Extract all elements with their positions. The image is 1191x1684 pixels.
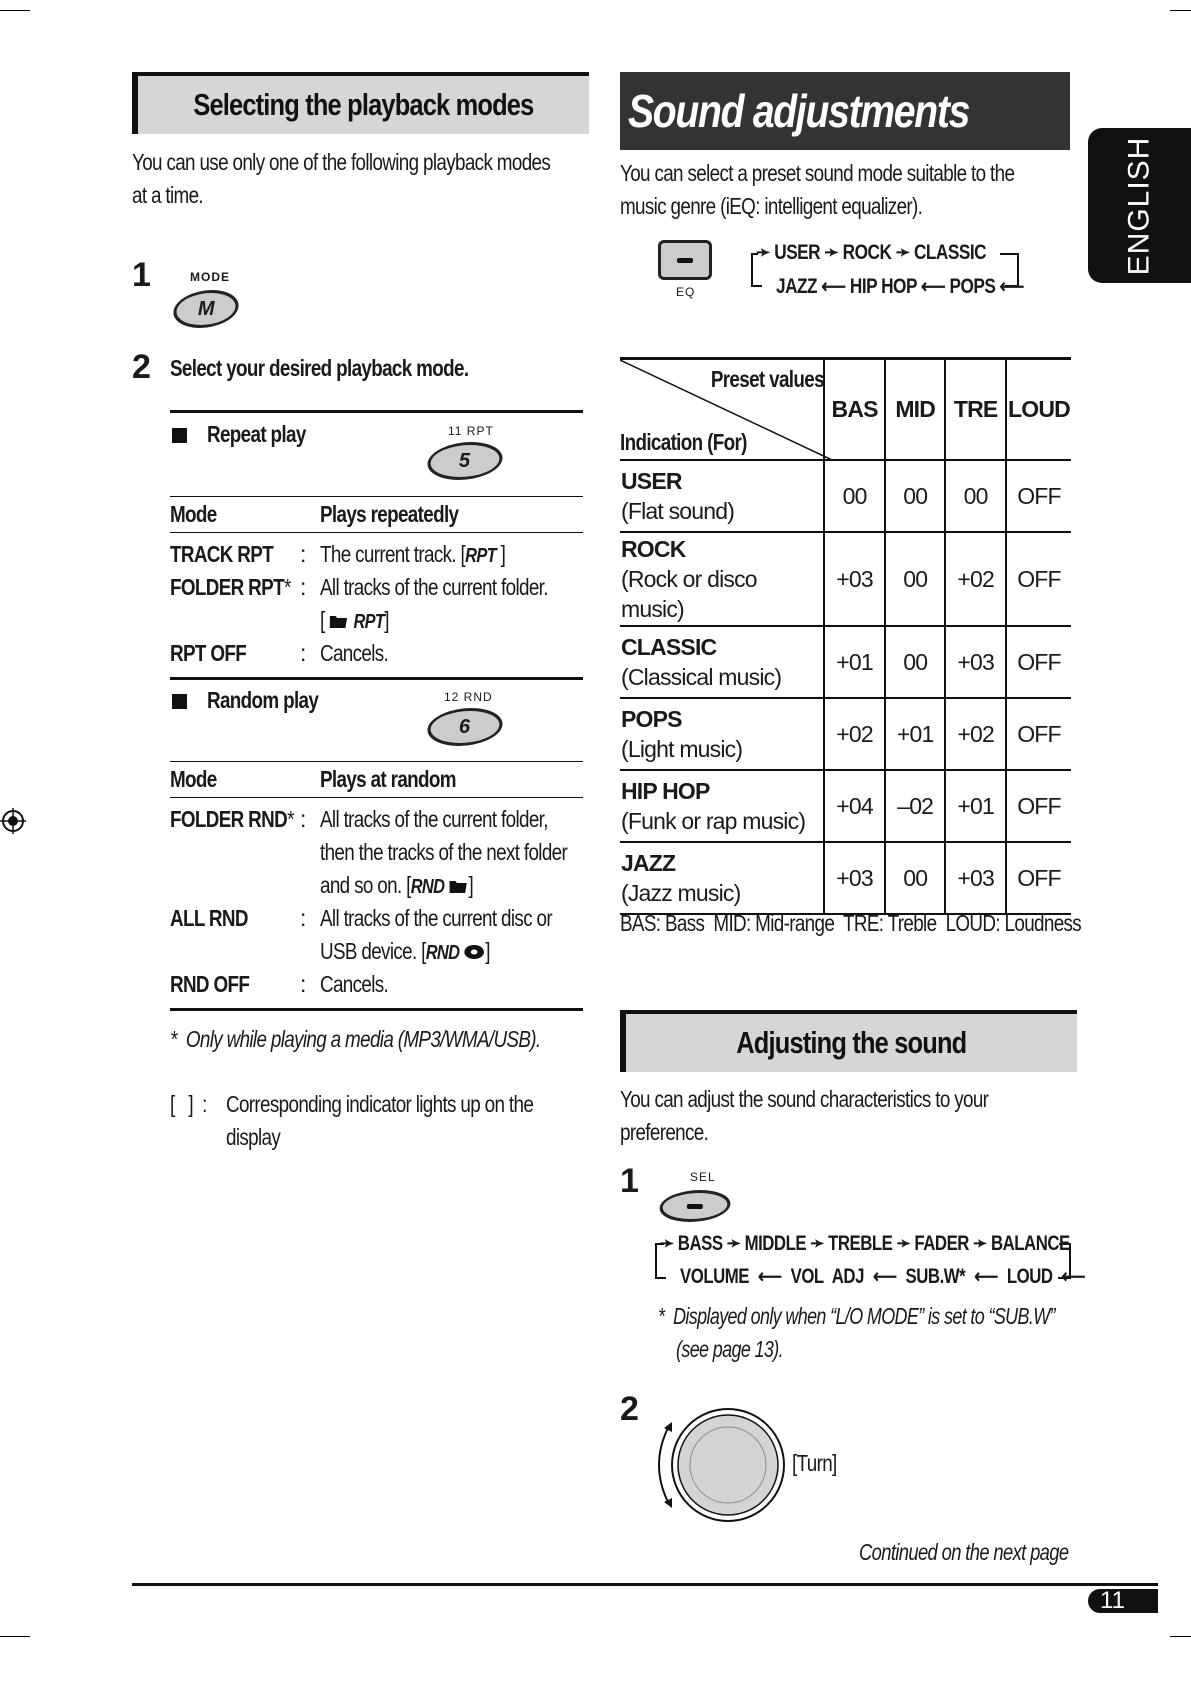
value-cell: +01 <box>824 626 885 698</box>
value-cell: +03 <box>824 842 885 914</box>
column-header: LOUD <box>1006 360 1071 460</box>
table-legend: BAS: Bass MID: Mid-range TRE: Treble LOUD: Loudness <box>620 910 1082 936</box>
eq-flow-bottom <box>776 274 1024 299</box>
step2-instruction: Select your desired playback mode. <box>170 355 469 381</box>
sound-item: MIDDLE <box>744 1232 807 1255</box>
colon: : <box>300 905 306 931</box>
table-row <box>620 842 1071 914</box>
mode-description: The current track. [RPT ] <box>320 541 506 567</box>
intro-text: You can use only one of the following playback modes at a time. <box>132 149 551 208</box>
minus-icon <box>677 258 693 263</box>
divider <box>170 677 583 680</box>
folder-icon <box>329 613 349 629</box>
value-cell: +01 <box>885 698 945 770</box>
arrow-left-icon: ⟵ <box>1061 1265 1086 1288</box>
value-cell: +03 <box>945 842 1006 914</box>
mode-rpt-off: RPT OFF <box>170 640 247 666</box>
header-indication: Indication (For) <box>620 429 747 455</box>
minus-icon <box>687 1204 703 1209</box>
column-header-mode: Mode <box>170 766 217 792</box>
language-tab: ENGLISH <box>1088 128 1191 283</box>
mode-description: then the tracks of the next folder <box>320 839 568 865</box>
indicator-folder-rpt: [ RPT] <box>320 607 389 633</box>
bracket-note-mark: [ ] : <box>170 1091 207 1117</box>
section-title-sound-adjustments: Sound adjustments <box>620 72 1070 150</box>
repeat-button[interactable]: 5 <box>422 442 508 480</box>
page-number: 11 <box>1088 1589 1158 1613</box>
mode-button[interactable]: M <box>168 290 244 328</box>
eq-mode: ROCK <box>842 241 892 264</box>
arrow-right-icon: ➛ <box>810 1232 824 1255</box>
sound-flow-bottom <box>680 1264 1085 1289</box>
preset-name: ROCK <box>621 536 686 562</box>
value-cell: +03 <box>824 532 885 626</box>
sel-button-label: SEL <box>690 1170 716 1184</box>
bullet-icon <box>172 428 187 443</box>
eq-mode: HIP HOP <box>849 275 917 298</box>
intro-text: You can select a preset sound mode suitable to the music genre (iEQ: intelligent equalizer). <box>620 160 1015 219</box>
crop-mark <box>0 10 30 11</box>
value-cell: 00 <box>885 626 945 698</box>
divider <box>170 410 583 413</box>
eq-button-label: EQ <box>676 285 696 299</box>
value-cell: 00 <box>824 460 885 532</box>
value-cell: +04 <box>824 770 885 842</box>
mode-description: USB device. [RND ] <box>320 938 490 964</box>
random-play-heading: Random play <box>207 687 319 713</box>
sound-item: BALANCE <box>990 1232 1070 1255</box>
arrow-right-icon: ➛ <box>824 241 839 264</box>
column-header: BAS <box>824 360 885 460</box>
table-row <box>620 770 1071 842</box>
eq-mode: USER <box>774 241 821 264</box>
preset-desc: (Rock or disco music) <box>621 566 757 622</box>
step-number: 1 <box>132 256 151 294</box>
indicator-rnd: RND <box>410 876 445 898</box>
bullet-icon <box>172 694 187 709</box>
sound-item: BASS <box>677 1232 723 1255</box>
mode-description: Cancels. <box>320 971 389 997</box>
preset-name: CLASSIC <box>621 634 717 660</box>
arrow-right-icon: ➛ <box>756 241 770 264</box>
rnd-button-label: 12 RND <box>444 690 493 704</box>
sound-item: TREBLE <box>828 1232 893 1255</box>
preset-desc: (Classical music) <box>621 664 782 690</box>
crop-mark <box>1170 10 1191 11</box>
arrow-left-icon: ⟵ <box>999 275 1024 298</box>
control-dial-icon[interactable] <box>650 1400 790 1530</box>
mode-description: All tracks of the current disc or <box>320 905 553 931</box>
intro-text: You can adjust the sound characteristics to your preference. <box>620 1086 989 1145</box>
indicator-rnd: RND <box>425 942 460 964</box>
value-cell: +02 <box>945 698 1006 770</box>
arrow-right-icon: ➛ <box>896 1232 911 1255</box>
mode-rnd-off: RND OFF <box>170 971 250 997</box>
colon: : <box>300 806 306 832</box>
rpt-button-label: 11 RPT <box>448 424 494 438</box>
eq-mode: CLASSIC <box>913 241 987 264</box>
column-header-plays-at-random: Plays at random <box>320 766 456 792</box>
arrow-left-icon: ⟵ <box>872 1265 897 1288</box>
preset-name: USER <box>621 468 682 494</box>
value-cell: OFF <box>1006 698 1071 770</box>
value-cell: +01 <box>945 770 1006 842</box>
colon: : <box>300 574 306 600</box>
sub-w-note-cont: (see page 13). <box>676 1336 783 1362</box>
arrow-left-icon: ⟵ <box>974 1265 998 1288</box>
arrow-left-icon: ⟵ <box>920 275 946 298</box>
eq-mode: JAZZ <box>776 275 818 298</box>
turn-label: [Turn] <box>792 1450 837 1476</box>
sound-item: FADER <box>914 1232 969 1255</box>
sound-item: SUB.W* <box>905 1265 966 1288</box>
divider <box>170 797 583 798</box>
value-cell: OFF <box>1006 626 1071 698</box>
eq-mode: POPS <box>949 275 996 298</box>
sound-flow-top <box>660 1231 1070 1256</box>
column-header-mode: Mode <box>170 501 217 527</box>
preset-desc: (Jazz music) <box>621 880 741 906</box>
value-cell: +03 <box>945 626 1006 698</box>
colon: : <box>300 640 306 666</box>
column-header: TRE <box>945 360 1006 460</box>
eq-button[interactable] <box>658 240 712 280</box>
value-cell: 00 <box>945 460 1006 532</box>
sound-item: LOUD <box>1006 1265 1053 1288</box>
divider <box>170 761 583 762</box>
registration-mark-icon <box>0 808 26 834</box>
column-header-plays-repeatedly: Plays repeatedly <box>320 501 459 527</box>
folder-icon <box>449 878 469 894</box>
value-cell: OFF <box>1006 770 1071 842</box>
mode-description: All tracks of the current folder. <box>320 574 548 600</box>
step-number: 2 <box>620 1390 639 1428</box>
indicator-rpt: RPT <box>465 545 496 567</box>
preset-name: POPS <box>621 706 682 732</box>
mode-description: All tracks of the current folder, <box>320 806 548 832</box>
arrow-right-icon: ➛ <box>973 1232 987 1255</box>
header-preset-values: Preset values <box>710 366 824 392</box>
sound-item: VOLUME <box>680 1265 749 1288</box>
value-cell: 00 <box>885 532 945 626</box>
crop-mark <box>1170 1636 1191 1637</box>
colon: : <box>300 971 306 997</box>
section-title-adjusting-sound: Adjusting the sound <box>620 1010 1077 1072</box>
random-button[interactable]: 6 <box>422 708 508 746</box>
colon: : <box>300 541 306 567</box>
step-number: 2 <box>132 348 151 386</box>
mode-all-rnd: ALL RND <box>170 905 248 931</box>
disc-icon <box>464 944 485 960</box>
mode-description: and so on. [RND ] <box>320 872 474 898</box>
divider <box>170 1008 583 1011</box>
preset-name: JAZZ <box>621 850 676 876</box>
repeat-play-heading: Repeat play <box>207 421 306 447</box>
value-cell: 00 <box>885 842 945 914</box>
mode-folder-rnd: FOLDER RND* <box>170 806 294 832</box>
value-cell: +02 <box>824 698 885 770</box>
eq-flow-top <box>756 240 986 265</box>
preset-desc: (Light music) <box>621 736 743 762</box>
sound-item: VOL ADJ <box>790 1265 864 1288</box>
value-cell: 00 <box>885 460 945 532</box>
divider <box>170 532 583 533</box>
value-cell: –02 <box>885 770 945 842</box>
table-row <box>620 698 1071 770</box>
step-number: 1 <box>620 1162 639 1200</box>
preset-name: HIP HOP <box>621 778 710 804</box>
arrow-left-icon: ⟵ <box>758 1265 782 1288</box>
arrow-right-icon: ➛ <box>895 241 910 264</box>
bracket-note: Corresponding indicator lights up on the display <box>226 1091 534 1150</box>
preset-desc: (Funk or rap music) <box>621 808 806 834</box>
value-cell: OFF <box>1006 842 1071 914</box>
footnote: * Only while playing a media (MP3/WMA/USB). <box>170 1026 541 1052</box>
preset-desc: (Flat sound) <box>621 498 735 524</box>
sub-w-note: * Displayed only when “L/O MODE” is set to “SUB.W” <box>658 1303 1055 1329</box>
value-cell: OFF <box>1006 460 1071 532</box>
table-row <box>620 532 1071 626</box>
sel-button[interactable] <box>655 1190 735 1222</box>
table-row <box>620 626 1071 698</box>
preset-table <box>620 360 1071 915</box>
crop-mark <box>0 1636 30 1637</box>
value-cell: +02 <box>945 532 1006 626</box>
mode-button-label: MODE <box>190 270 230 284</box>
footer-rule <box>132 1583 1158 1586</box>
value-cell: OFF <box>1006 532 1071 626</box>
arrow-right-icon: ➛ <box>660 1232 674 1255</box>
column-header: MID <box>885 360 945 460</box>
section-title-playback-modes: Selecting the playback modes <box>132 72 589 134</box>
arrow-right-icon: ➛ <box>726 1232 741 1255</box>
mode-folder-rpt: FOLDER RPT* <box>170 574 291 600</box>
continued-note: Continued on the next page <box>859 1539 1069 1565</box>
divider <box>170 496 583 497</box>
arrow-left-icon: ⟵ <box>821 275 846 298</box>
table-row <box>620 460 1071 532</box>
mode-track-rpt: TRACK RPT <box>170 541 274 567</box>
mode-description: Cancels. <box>320 640 389 666</box>
